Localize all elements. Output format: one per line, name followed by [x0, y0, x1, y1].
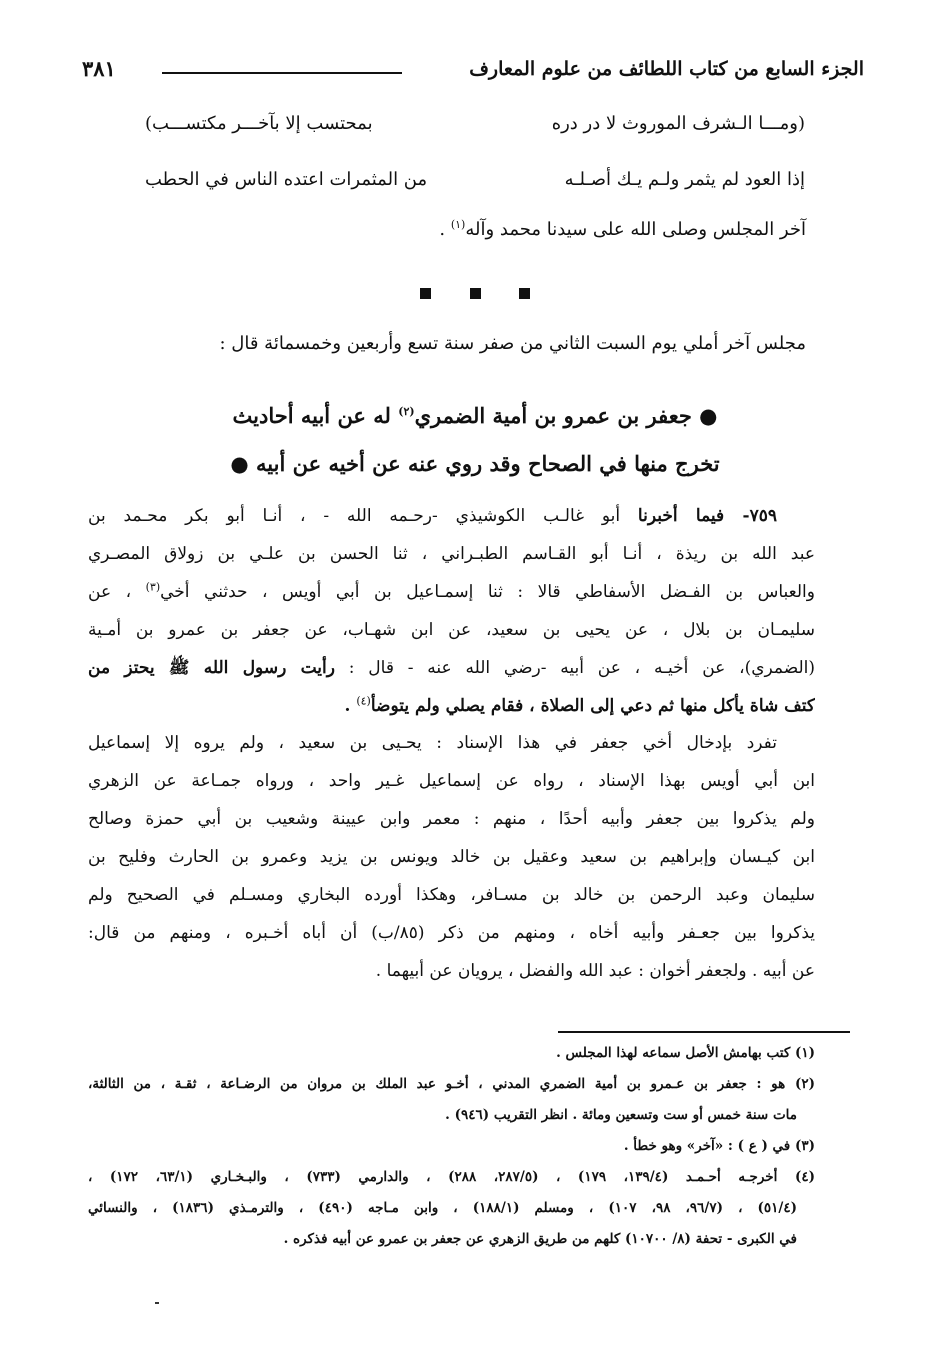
square-mark	[420, 288, 431, 299]
session-closing	[439, 210, 806, 250]
section-separator	[420, 288, 530, 299]
footnote-4-continued: (٥١/٤) ، (٩٦/٧، ٩٨، ١٠٧) ، ومسلم (١٨٨/١) ، وابن مـاجه (٤٩٠) ، والترمـذي (١٨٣٦) ، والنسائي	[88, 1200, 797, 1216]
footnote-4-continued: في الكبرى - تحفة (٨/ ١٠٧٠٠) كلهم من طريق الزهري عن جعفر بن عمرو عن أبيه فذكره .	[283, 1231, 797, 1247]
commentary-line: ابن كيـسان وإبراهيم بن سعيد وعقيل بن خالد ويونس بن يزيد وعمرو بن الحارث وفليح بن	[88, 847, 815, 868]
text-line: عبد الله بن ريذة ، أنـا أبو القـاسم الطبـراني ، ثنا الحسن بن علـي بن زولاق المصـري	[88, 543, 815, 564]
chapter-heading	[150, 392, 800, 488]
text-line	[88, 688, 815, 726]
page-number: ٣٨١	[82, 56, 116, 81]
footnote-ref[interactable]: (٣)	[145, 580, 161, 594]
verse	[145, 100, 805, 156]
header-rule	[162, 72, 402, 74]
square-mark	[470, 288, 481, 299]
footnotes	[88, 1038, 815, 1255]
footnote-2: (٢) هو : جعفر بن عـمرو بن أمية الضمري المدني ، أخـو عبد الملك بن مروان من الرضـاعة ، ثقـة ، من الثالثة،	[88, 1076, 815, 1092]
chapter-heading-line: تخرج منها في الصحاح وقد روي عنه عن أخيه عن أبيه ●	[230, 451, 720, 476]
footnote-1: (١) كتب بهامش الأصل سماعه لهذا المجلس .	[556, 1045, 815, 1061]
verse-second-hemistich: بمحتسب إلا بآخـــر مكتســـب)	[145, 113, 373, 134]
text-line: سليمـان بن بلال ، عن يحيى بن سعيد، عن ابن شهـاب، عن جعفر بن عمرو بن أمـية	[88, 619, 815, 640]
verse	[145, 156, 805, 212]
hadith-number: ٧٥٩- فيما أخبرنا	[637, 506, 777, 526]
verse-first-hemistich: (ومـــا الـشرف الموروث لا در دره	[551, 113, 805, 134]
closing-text: آخر المجلس وصلى الله على سيدنا محمد وآله	[465, 219, 806, 240]
text-line	[88, 498, 815, 536]
footnote-3: (٣) في ( ع ) : «آخر» وهو خطأ .	[623, 1138, 815, 1154]
hadith-matn: كتف شاة يأكل منها ثم دعي إلى الصلاة ، فقام يصلي ولم يتوضأ	[370, 695, 815, 716]
running-header	[82, 52, 864, 92]
text-segment: أبو غالـب الكوشيذي -رحـمه الله - ، أنـا أبو بكر محـمد بن	[88, 506, 638, 526]
commentary-line: تفرد بإدخال أخي جعفر في هذا الإسناد : يحـيى بن سعيد ، ولم يروه إلا إسماعيل	[88, 733, 777, 754]
verse-second-hemistich: من المثمرات اعتده الناس في الحطب	[145, 169, 428, 190]
commentary-line: سليمان وعبد الرحمن بن خالد بن مسـافر، وهكذا أورده البخاري ومسـلم في الصحيح ولم	[88, 885, 815, 906]
square-mark	[519, 288, 530, 299]
heading-text: له عن أبيه أحاديث	[232, 403, 399, 428]
text-line	[88, 574, 815, 612]
poem	[145, 100, 805, 212]
commentary-line: عن أبيه . ولجعفر أخوان : عبد الله والفضل ، يرويان عن أبيهما .	[375, 960, 815, 981]
text-segment: والعباس بن الفـضل الأسفاطي قالا : ثنا إسمـاعيل بن أبي أويس ، حدثني أخي	[160, 581, 815, 602]
footnote-ref[interactable]: (٤)	[356, 693, 371, 707]
footnote-rule	[558, 1031, 850, 1033]
commentary-line: ابن أبي أويس بهذا الإسناد ، رواه عن إسماعيل غـير واحد ، ورواه جمـاعة عن الزهري	[88, 771, 815, 792]
hadith-text	[88, 498, 815, 991]
text-segment: .	[344, 695, 357, 716]
chapter-heading-line	[150, 392, 800, 440]
header-title: الجزء السابع من كتاب اللطائف من علوم المعارف	[469, 58, 864, 80]
text-line	[88, 650, 815, 688]
hadith-matn: رأيت رسول الله ﷺ يحتز من	[88, 657, 335, 678]
heading-text: ● جعفر بن عمرو بن أمية الضمري	[414, 403, 718, 428]
closing-end: .	[439, 219, 451, 240]
footnote-2-continued: مات سنة خمس أو ست وتسعين ومائة . انظر التقريب (٩٤٦) .	[445, 1107, 797, 1123]
verse-first-hemistich: إذا العود لم يثمر ولـم يـك أصـلـه	[564, 169, 805, 190]
footnote-4: (٤) أخرجـه أحـمـد (١٣٩/٤، ١٧٩) ، (٢٨٧/٥، ٢٨٨) ، والدارمي (٧٣٣) ، والبـخـاري (٦٣/١، ١٧٢) ،	[88, 1169, 815, 1185]
footnote-ref[interactable]: (١)	[450, 218, 466, 231]
commentary-line: ولم يذكروا بين جعفر وأبيه أحدًا ، منهم : معمر وابن عيينة وشعيب بن أبي حمزة وصالح	[88, 809, 815, 830]
commentary-line: يذكروا بين جعـفر وأبيه أخاه ، ومنهم من ذكر (٨٥/ب) أن أباه أخـبره ، ومنهم من قال:	[88, 922, 815, 943]
text-segment: ، عن	[88, 581, 146, 602]
footnote-ref[interactable]: (٢)	[398, 405, 415, 418]
text-segment: (الضمري)، عن أخيـه ، عن أبيه -رضي الله عنه - قال :	[334, 657, 815, 678]
scan-speck	[155, 1302, 159, 1304]
session-intro: مجلس آخر أملي يوم السبت الثاني من صفر سنة تسع وأربعين وخمسمائة قال :	[219, 333, 806, 354]
